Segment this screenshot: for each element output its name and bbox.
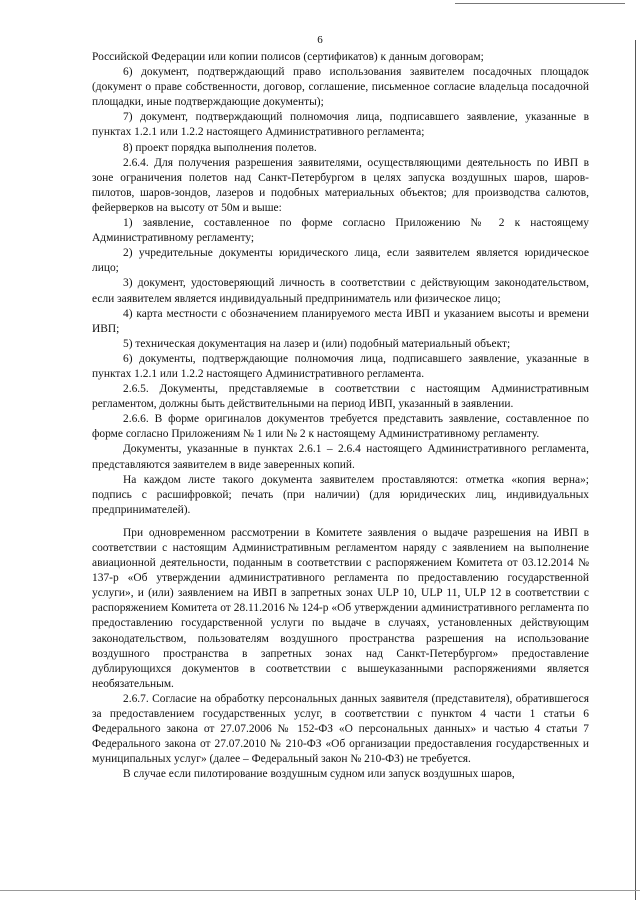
page-number: 6 bbox=[317, 34, 323, 46]
paragraph-continuation: Российской Федерации или копии полисов (сертификатов) к данным договорам; bbox=[92, 51, 484, 63]
list-item-3: 3) документ, удостоверяющий личность в соответствии с действующим законодательством, если заявителем является индивидуальный предприниматель или физическое лицо; bbox=[92, 277, 589, 305]
paragraph-simultaneous-review: При одновременном рассмотрении в Комитете заявления о выдаче разрешения на ИВП в соответствии с настоящим Административным регламентом наряду с заявлением на выполнение авиационной деятельности, поданным в соответствии с распоряжением Комитета от 03.12.2014 № 137-р «Об утверждении административного регламента по предоставлению государственной услуги», и (или) заявлением на ИВП в запретных зонах ULP 10, ULP 11, ULP 12 в соответствии с распоряжением Комитета от 28.11.2016 № 124-р «Об утверждении административного регламента по предоставлению государственной услуги по выдаче в случаях, установленных действующим законодательством, пользователям воздушного пространства разрешения на использование воздушного пространства в запретных зонах над Санкт-Петербургом» предоставление дублирующихся документов в соответствии с вышеуказанными распоряжениями является необязательным. bbox=[92, 526, 589, 690]
list-item-8: 8) проект порядка выполнения полетов. bbox=[123, 141, 317, 154]
list-item-2: 2) учредительные документы юридического лица, если заявителем является юридическое лицо; bbox=[92, 247, 589, 275]
section-2-6-5: 2.6.5. Документы, представляемые в соответствии с настоящим Административным регламентом, должны быть действительными на период ИВП, указанный в заявлении. bbox=[92, 383, 589, 411]
scan-edge-bottom bbox=[0, 890, 640, 891]
scan-edge-right bbox=[635, 40, 636, 900]
list-item-7: 7) документ, подтверждающий полномочия лица, подписавшего заявление, указанные в пунктах 1.2.1 или 1.2.2 настоящего Административного регламента; bbox=[92, 111, 589, 139]
paragraph-copies: Документы, указанные в пунктах 2.6.1 – 2.6.4 настоящего Административного регламента, представляются заявителем в виде заверенных копий. bbox=[92, 443, 589, 471]
list-item-6: 6) документ, подтверждающий право использования заявителем посадочных площадок (документ о праве собственности, договор, соглашение, письменное согласие владельца посадочной площадки, иные подтверждающие документы); bbox=[92, 66, 589, 109]
section-2-6-4: 2.6.4. Для получения разрешения заявителями, осуществляющими деятельность по ИВП в зоне ограничения полетов над Санкт-Петербургом в целях запуска воздушных шаров, шаров-пилотов, шаров-зондов, лазеров и подобных материальных объектов; для производства салютов, фейерверков на высоту от 50м и выше: bbox=[92, 156, 589, 214]
list-item-4: 4) карта местности с обозначением планируемого места ИВП и указанием высоты и времени ИВП; bbox=[92, 307, 589, 335]
section-2-6-7: 2.6.7. Согласие на обработку персональных данных заявителя (представителя), обратившегося за предоставлением государственных услуг, в соответствии с пунктом 4 части 1 статьи 6 Федерального закона от 27.07.2006 № 152-ФЗ «О персональных данных» и частью 4 статьи 7 Федерального закона от 27.07.2010 № 210-ФЗ «Об организации предоставления государственных и муниципальных услуг» (далее – Федеральный закон № 210-ФЗ) не требуется. bbox=[92, 692, 589, 766]
section-2-6-6: 2.6.6. В форме оригиналов документов требуется представить заявление, составленное по форме согласно Приложениям № 1 или № 2 к настоящему Административному регламенту. bbox=[92, 413, 589, 441]
list-item-6b: 6) документы, подтверждающие полномочия лица, подписавшего заявление, указанные в пунктах 1.2.1 или 1.2.2 настоящего Административного регламента. bbox=[92, 352, 589, 380]
paragraph-certification: На каждом листе такого документа заявителем проставляются: отметка «копия верна»; подпись с расшифровкой; печать (при наличии) (для юридических лиц, индивидуальных предпринимателей). bbox=[92, 473, 589, 516]
paragraph-piloting: В случае если пилотирование воздушным судном или запуск воздушных шаров, bbox=[123, 768, 515, 781]
scan-edge-top bbox=[455, 3, 625, 4]
document-body bbox=[92, 50, 589, 783]
list-item-5: 5) техническая документация на лазер и (или) подобный материальный объект; bbox=[123, 337, 511, 350]
list-item-1: 1) заявление, составленное по форме согласно Приложению № 2 к настоящему Административному регламенту; bbox=[92, 217, 589, 245]
